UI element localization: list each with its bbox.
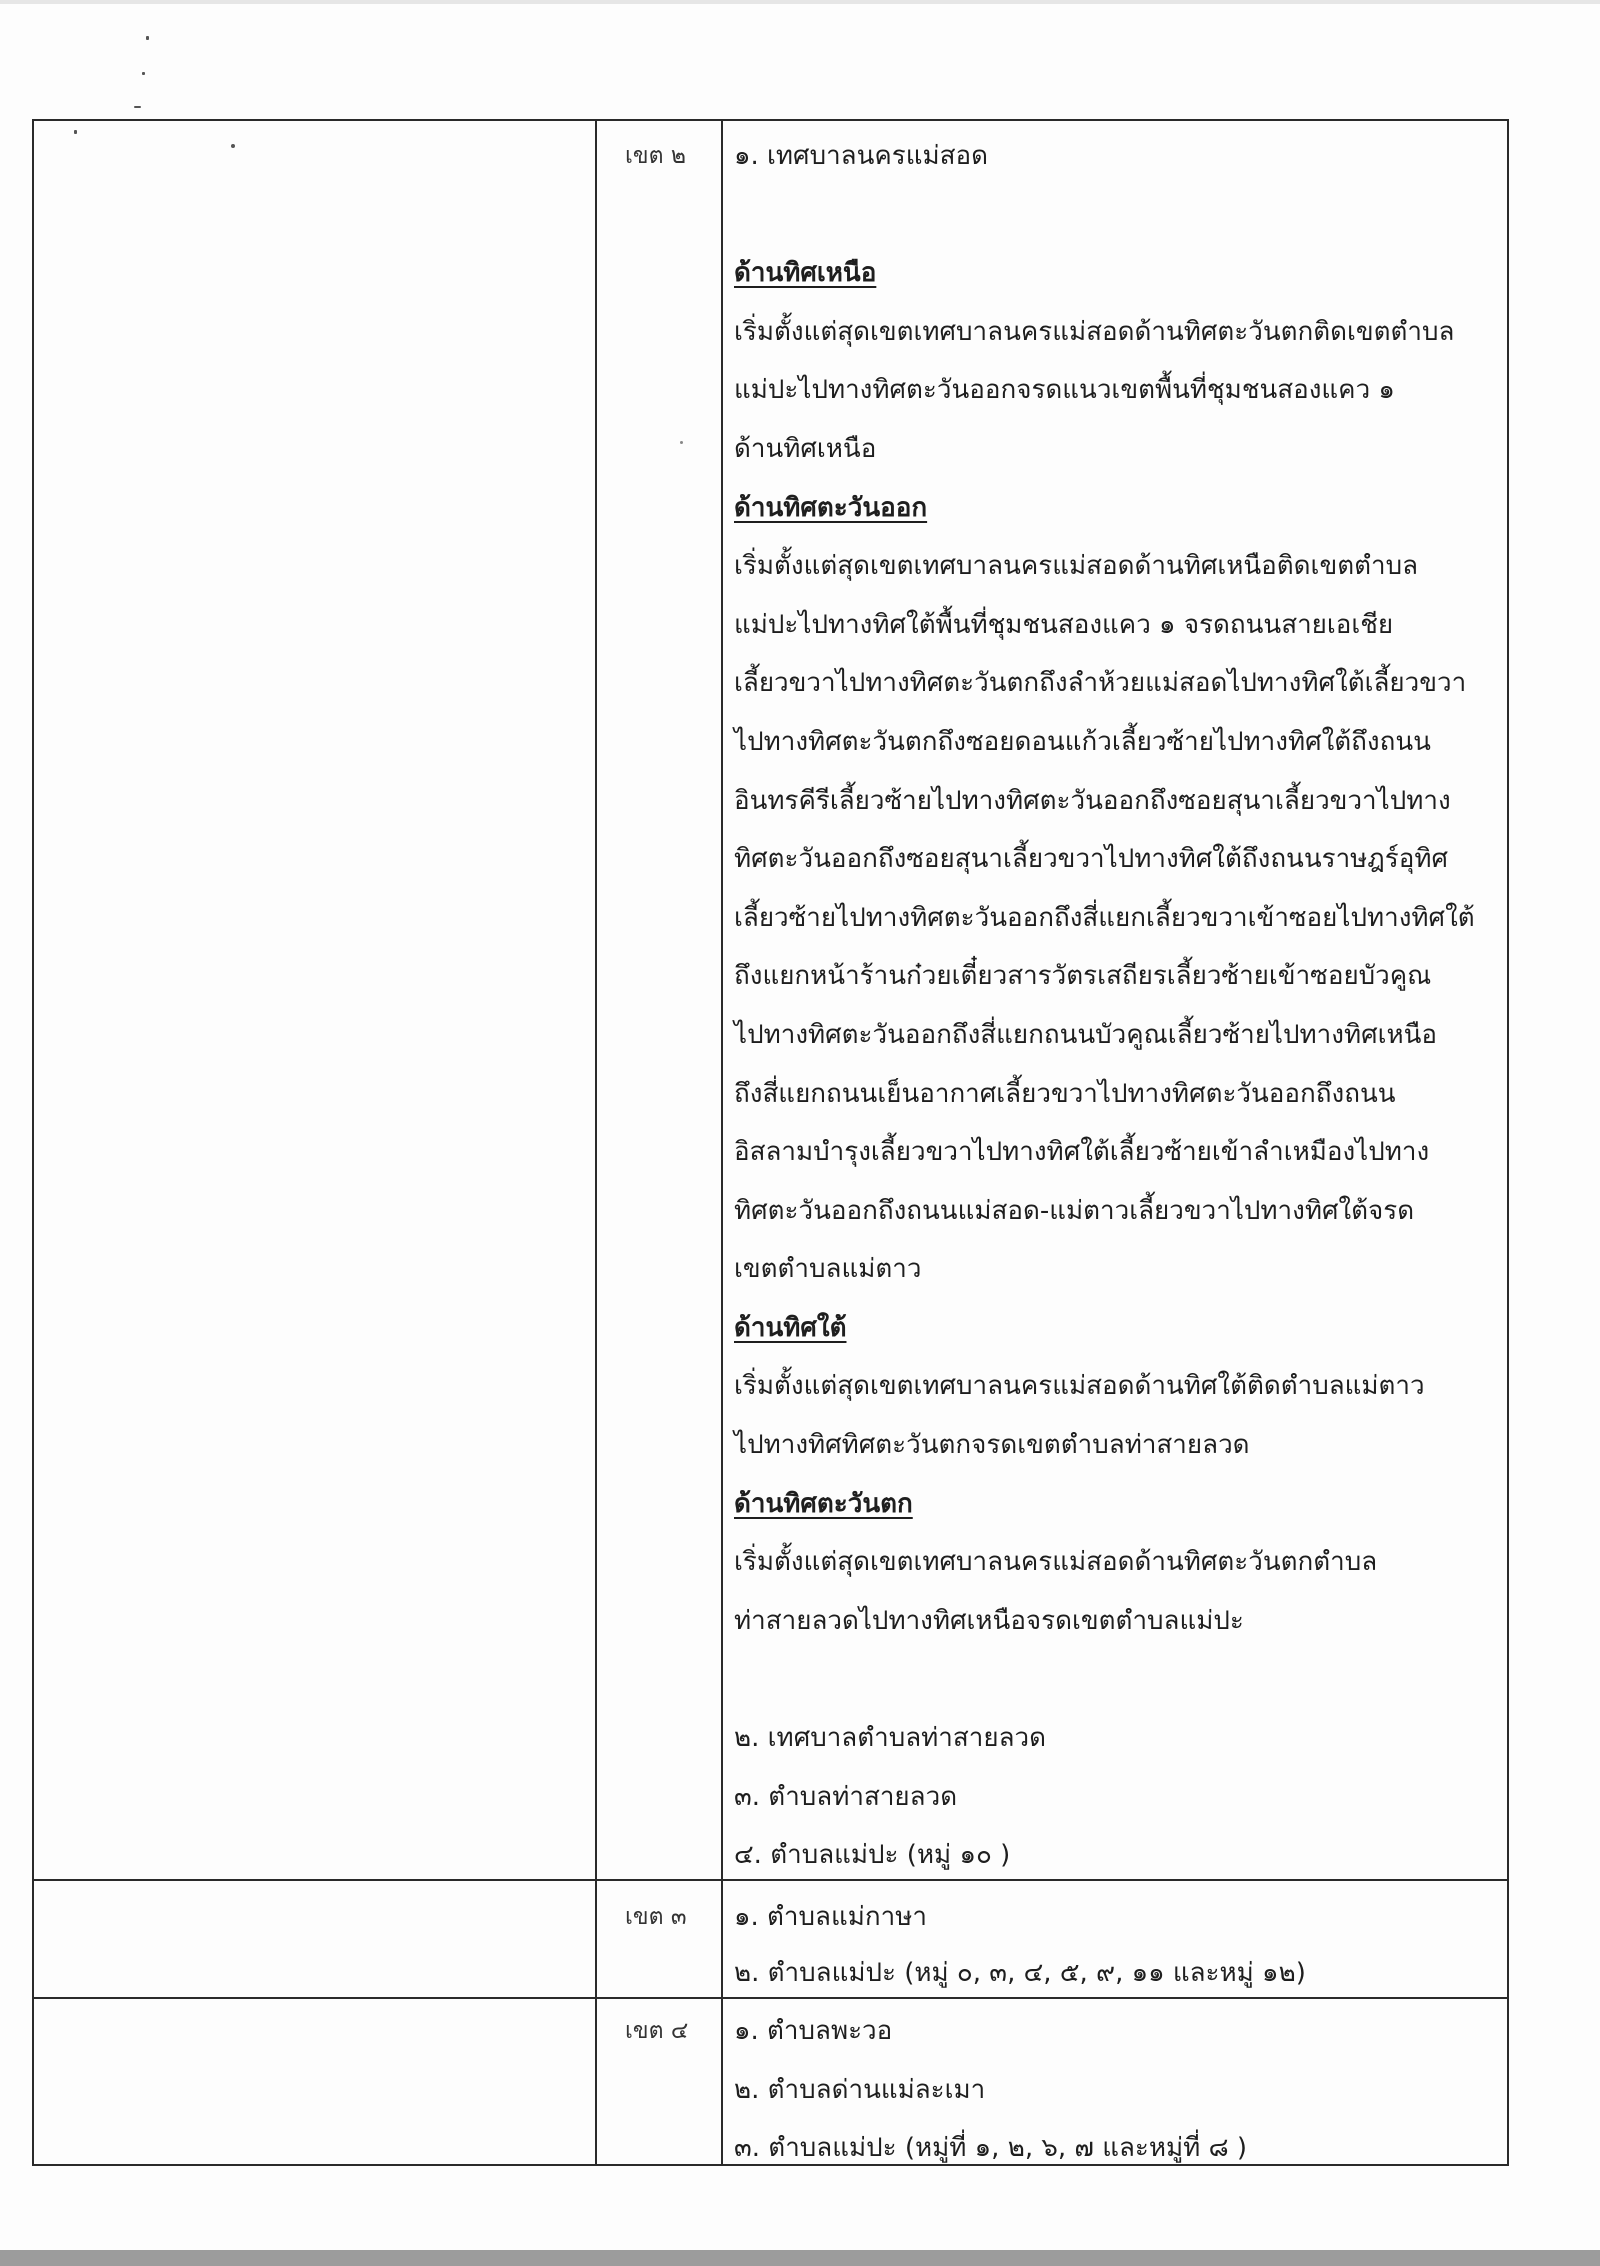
boundary-line: เริ่มตั้งแต่สุดเขตเทศบาลนครแม่สอดด้านทิศตะวันตกตำบล <box>734 1547 1378 1578</box>
boundary-line: อิสลามบำรุงเลี้ยวขวาไปทางทิศใต้เลี้ยวซ้ายเข้าลำเหมืองไปทาง <box>734 1137 1430 1168</box>
areas-cell <box>723 1999 1509 2166</box>
boundary-line: ด้านทิศเหนือ <box>734 433 877 464</box>
zone-cell <box>597 119 723 1881</box>
boundary-heading-west: ด้านทิศตะวันตก <box>734 1488 913 1519</box>
zone-cell <box>597 1999 723 2166</box>
boundary-line: ถึงแยกหน้าร้านก๋วยเตี๋ยวสารวัตรเสถียรเลี้ยวซ้ายเข้าซอยบัวคูณ <box>734 961 1432 992</box>
scan-top-edge <box>0 0 1600 4</box>
boundary-line: เลี้ยวขวาไปทางทิศตะวันตกถึงลำห้วยแม่สอดไปทางทิศใต้เลี้ยวขวา <box>734 668 1467 699</box>
area-item: ๓. ตำบลท่าสายลวด <box>734 1781 958 1812</box>
empty-cell <box>32 1999 597 2166</box>
boundary-line: เริ่มตั้งแต่สุดเขตเทศบาลนครแม่สอดด้านทิศเหนือติดเขตตำบล <box>734 551 1419 582</box>
area-item: ๑. เทศบาลนครแม่สอด <box>734 141 988 171</box>
boundary-heading-south: ด้านทิศใต้ <box>734 1312 847 1343</box>
scan-speck <box>146 36 149 40</box>
scan-bottom-edge <box>0 2250 1600 2266</box>
zone-cell <box>597 1881 723 1999</box>
boundary-line: ทิศตะวันออกถึงถนนแม่สอด-แม่ตาวเลี้ยวขวาไปทางทิศใต้จรด <box>734 1195 1415 1226</box>
scan-speck <box>142 72 145 75</box>
zone-label: เขต ๒ <box>625 143 686 169</box>
area-item: ๒. ตำบลด่านแม่ละเมา <box>734 2074 986 2105</box>
boundary-line: เริ่มตั้งแต่สุดเขตเทศบาลนครแม่สอดด้านทิศใต้ติดตำบลแม่ตาว <box>734 1371 1425 1402</box>
boundary-line: แม่ปะไปทางทิศใต้พื้นที่ชุมชนสองแคว ๑ จรดถนนสายเอเชีย <box>734 609 1394 640</box>
scan-speck <box>134 106 141 108</box>
boundary-line: เลี้ยวซ้ายไปทางทิศตะวันออกถึงสี่แยกเลี้ยวขวาเข้าซอยไปทางทิศใต้ <box>734 902 1475 933</box>
boundary-line: อินทรคีรีเลี้ยวซ้ายไปทางทิศตะวันออกถึงซอยสุนาเลี้ยวขวาไปทาง <box>734 785 1451 816</box>
boundary-line: แม่ปะไปทางทิศตะวันออกจรดแนวเขตพื้นที่ชุมชนสองแคว ๑ <box>734 375 1395 406</box>
zone-label: เขต ๓ <box>625 1904 687 1930</box>
boundary-line: เริ่มตั้งแต่สุดเขตเทศบาลนครแม่สอดด้านทิศตะวันตกติดเขตตำบล <box>734 316 1455 347</box>
area-item: ๑. ตำบลพะวอ <box>734 2016 893 2046</box>
blank-line <box>734 186 1507 245</box>
empty-cell <box>32 119 597 1881</box>
area-item: ๒. เทศบาลตำบลท่าสายลวด <box>734 1723 1047 1754</box>
areas-cell <box>723 119 1509 1881</box>
boundary-line: ท่าสายลวดไปทางทิศเหนือจรดเขตตำบลแม่ปะ <box>734 1605 1244 1636</box>
boundary-line: ไปทางทิศตะวันตกถึงซอยดอนแก้วเลี้ยวซ้ายไปทางทิศใต้ถึงถนน <box>734 726 1431 757</box>
area-item: ๔. ตำบลแม่ปะ (หมู่ ๑๐ ) <box>734 1840 1011 1871</box>
district-table <box>32 119 1509 2166</box>
boundary-line: ไปทางทิศทิศตะวันตกจรดเขตตำบลท่าสายลวด <box>734 1430 1250 1461</box>
boundary-heading-north: ด้านทิศเหนือ <box>734 258 877 289</box>
boundary-line: ทิศตะวันออกถึงซอยสุนาเลี้ยวขวาไปทางทิศใต้ถึงถนนราษฎร์อุทิศ <box>734 844 1448 875</box>
boundary-line: ไปทางทิศตะวันออกถึงสี่แยกถนนบัวคูณเลี้ยวซ้ายไปทางทิศเหนือ <box>734 1019 1438 1050</box>
area-item: ๑. ตำบลแม่กาษา <box>734 1902 927 1932</box>
area-item: ๓. ตำบลแม่ปะ (หมู่ที่ ๑, ๒, ๖, ๗ และหมู่ที่ ๘ ) <box>734 2133 1248 2163</box>
blank-line <box>734 1650 1507 1709</box>
zone-label: เขต ๔ <box>625 2018 689 2044</box>
areas-cell <box>723 1881 1509 1999</box>
area-item: ๒. ตำบลแม่ปะ (หมู่ ๐, ๓, ๔, ๕, ๙, ๑๑ และหมู่ ๑๒) <box>734 1958 1306 1988</box>
boundary-heading-east: ด้านทิศตะวันออก <box>734 492 928 523</box>
empty-cell <box>32 1881 597 1999</box>
boundary-line: ถึงสี่แยกถนนเย็นอากาศเลี้ยวขวาไปทางทิศตะวันออกถึงถนน <box>734 1078 1396 1109</box>
boundary-line: เขตตำบลแม่ตาว <box>734 1254 922 1285</box>
